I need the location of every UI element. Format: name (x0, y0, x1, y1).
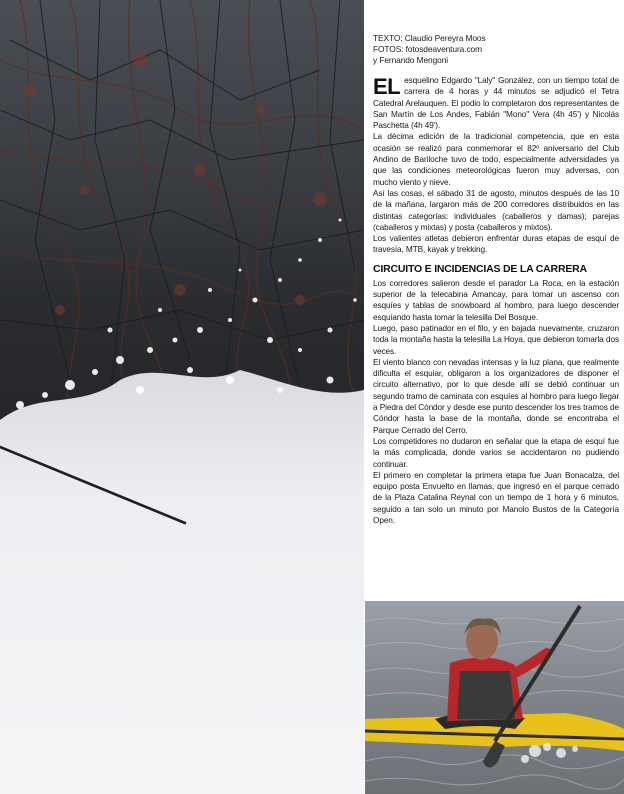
paragraph: La décima edición de la tradicional competencia, que en esta ocasión se realizó para conmemorar el 82º aniversario del Club Andino de Bariloche tuvo de todo, especialmente adversidades ya que las condiciones meteorológicas fueron muy adversas, con mucho viento y nieve. (373, 132, 619, 187)
intro-paragraph (373, 75, 619, 131)
dropcap: EL (373, 74, 401, 99)
section-heading: CIRCUITO E INCIDENCIAS DE LA CARRERA (373, 262, 587, 275)
paragraph: Los corredores salieron desde el parador La Roca, en la estación superior de la telecabina Amancay, para tomar un ascenso con esquíes y tablas de snowboard al hombro, para luego descender esquiando hasta tomar la telesilla Del Bosque. (373, 278, 619, 322)
paragraph: Luego, paso patinador en el filo, y en bajada nuevamente, cruzaron toda la montaña hasta la telesilla La Hoya, que debieron tomarla dos veces. (373, 323, 619, 356)
paragraph: Los competidores no dudaron en señalar que la etapa de esquí fue la más complicada, donde varios se accidentaron no pudiendo continuar. (373, 436, 619, 469)
photo-credit: FOTOS: fotosdeaventura.com (373, 44, 482, 54)
paragraph: El primero en completar la primera etapa fue Juan Bonacalza, del equipo posta Envuelto en llamas, que ingresó en el parque cerrado de la Plaza Catalina Reynal con un tiempo de 1 hora y 6 minutos, seguido a tan solo un minuto por Manolo Bustos de la Categoría Open. (373, 470, 619, 525)
kayaker-photo (365, 601, 624, 794)
paragraph: Los valientes atletas debieron enfrentar duras etapas de esquí de travesía, MTB, kayak y trekking. (373, 234, 619, 255)
paragraph: Así las cosas, el sábado 31 de agosto, minutos después de las 10 de la mañana, largaron más de 200 corredores distribuidos en las distintas categorías: individuales (caballeros y damas); parejas (caballeros y mixtas) y posta (caballeros y mixtos). (373, 188, 619, 232)
credits (373, 33, 619, 66)
photo-credit-2: y Fernando Mengoni (373, 55, 449, 65)
paragraph: El viento blanco con nevadas intensas y la luz plana, que realmente dificulta el esquiar, obligaron a los organizadores de disponer el circuito alternativo, por lo que desde allí se debió continuar un segundo tramo de caminata con esquíes al hombro para luego llegar a Piedra del Cóndor y desde ese punto descender los tres tramos de Cóndor hasta la base de la montaña, donde se encontraba el Parque Cerrado del Cerro. (373, 357, 619, 435)
intro-text: esquelino Edgardo "Laly" González, con un tiempo total de carrera de 4 horas y 44 minutos se adjudicó el Tetra Catedral Arelauquen. El podio lo completaron dos representantes de San Martín de Los Andes, Fabián "Mono" Vera (4h 45') y Nicolás Paschetta (4h 49'). (373, 76, 619, 131)
text-credit: TEXTO: Claudio Pereyra Moos (373, 33, 486, 43)
article-column (373, 33, 619, 526)
